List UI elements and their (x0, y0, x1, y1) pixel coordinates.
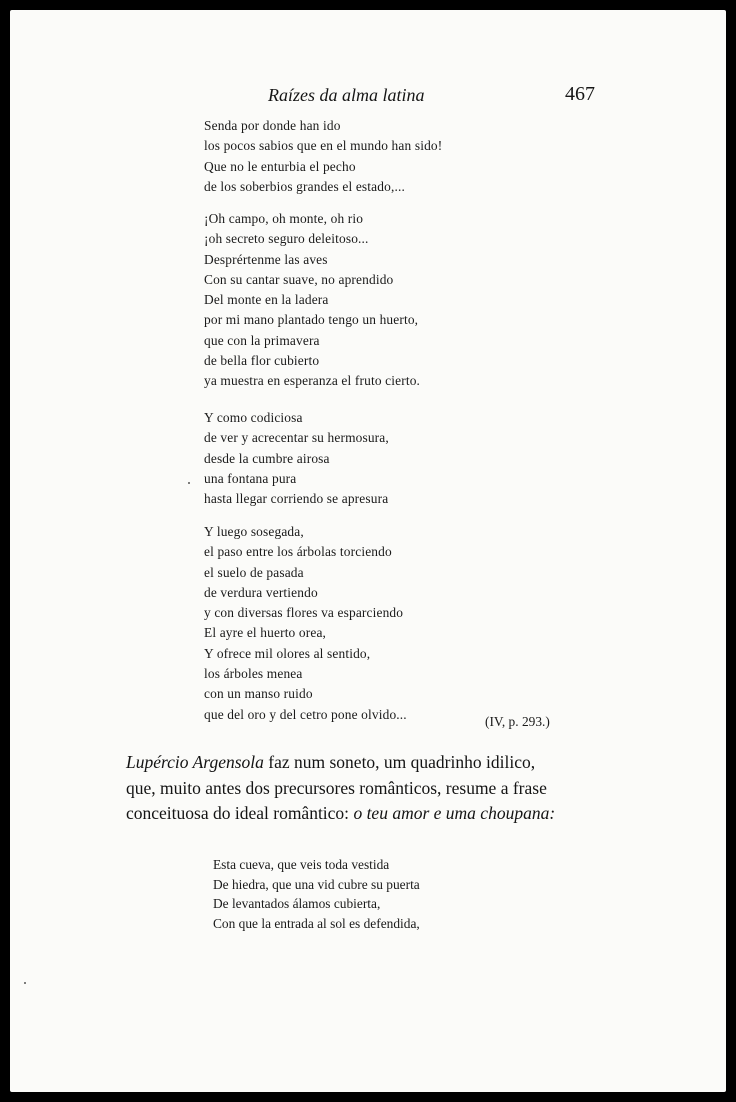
book-page (10, 10, 726, 1092)
paragraph-line-2: que, muito antes dos precursores românticos, resume a frase (126, 777, 547, 798)
verse-line: De levantados álamos cubierta, (213, 896, 381, 911)
verse-line: hasta llegar corriendo se apresura (204, 491, 389, 507)
poem-stanza-4 (204, 522, 407, 725)
page-number: 467 (565, 83, 595, 105)
verse-line: el paso entre los árbolas torciendo (204, 544, 392, 560)
verse-line: Del monte en la ladera (204, 292, 329, 308)
verse-line: de ver y acrecentar su hermosura, (204, 430, 389, 446)
verse-line: ya muestra en esperanza el fruto cierto. (204, 373, 421, 389)
verse-line: los pocos sabios que en el mundo han sido! (204, 138, 443, 154)
running-head-title: Raízes da alma latina (268, 85, 425, 105)
verse-line: y con diversas flores va esparciendo (204, 605, 404, 621)
poem-stanza-3 (204, 408, 389, 509)
verse-line: Y luego sosegada, (204, 524, 304, 539)
verse-line: por mi mano plantado tengo un huerto, (204, 312, 419, 328)
paper-speck (188, 482, 190, 484)
poem-stanza-1 (204, 116, 442, 197)
verse-line: Con su cantar suave, no aprendido (204, 271, 394, 287)
verse-line: Y como codiciosa (204, 410, 303, 425)
verse-line: de los soberbios grandes el estado,... (204, 178, 405, 194)
verse-line: con un manso ruido (204, 686, 313, 702)
verse-line: de bella flor cubierto (204, 353, 320, 369)
verse-line: de verdura vertiendo (204, 584, 318, 600)
paragraph-text: conceituosa do ideal romântico: (126, 803, 354, 823)
paragraph-text: faz num soneto, um quadrinho idilico, (263, 752, 536, 772)
paragraph-line-1 (126, 750, 606, 776)
verse-line: que del oro y del cetro pone olvido... (204, 706, 407, 722)
verse-line: Con que la entrada al sol es defendida, (213, 915, 420, 931)
verse-line: Senda por donde han ido (204, 118, 341, 133)
verse-line: los árboles menea (204, 666, 303, 682)
verse-line: ¡Oh campo, oh monte, oh rio (204, 211, 364, 226)
verse-line: una fontana pura (204, 470, 297, 486)
italic-quote: o teu amor e uma choupana: (353, 803, 556, 823)
poem-citation: (IV, p. 293.) (485, 714, 550, 729)
verse-line: De hiedra, que una vid cubre su puerta (213, 876, 420, 892)
paragraph-line-3 (126, 801, 606, 827)
body-paragraph (126, 750, 606, 827)
verse-line: Esta cueva, que veis toda vestida (213, 857, 390, 872)
verse-line: Desprértenme las aves (204, 251, 328, 267)
paper-speck (24, 982, 26, 984)
sonnet-excerpt (213, 855, 420, 933)
verse-line: ¡oh secreto seguro deleitoso... (204, 231, 369, 247)
verse-line: El ayre el huerto orea, (204, 625, 327, 641)
poem-stanza-2 (204, 209, 420, 392)
verse-line: Y ofrece mil olores al sentido, (204, 645, 371, 661)
verse-line: Que no le enturbia el pecho (204, 158, 356, 174)
author-name: Lupércio Argensola (126, 752, 264, 772)
verse-line: desde la cumbre airosa (204, 450, 330, 466)
verse-line: el suelo de pasada (204, 564, 304, 580)
verse-line: que con la primavera (204, 332, 320, 348)
